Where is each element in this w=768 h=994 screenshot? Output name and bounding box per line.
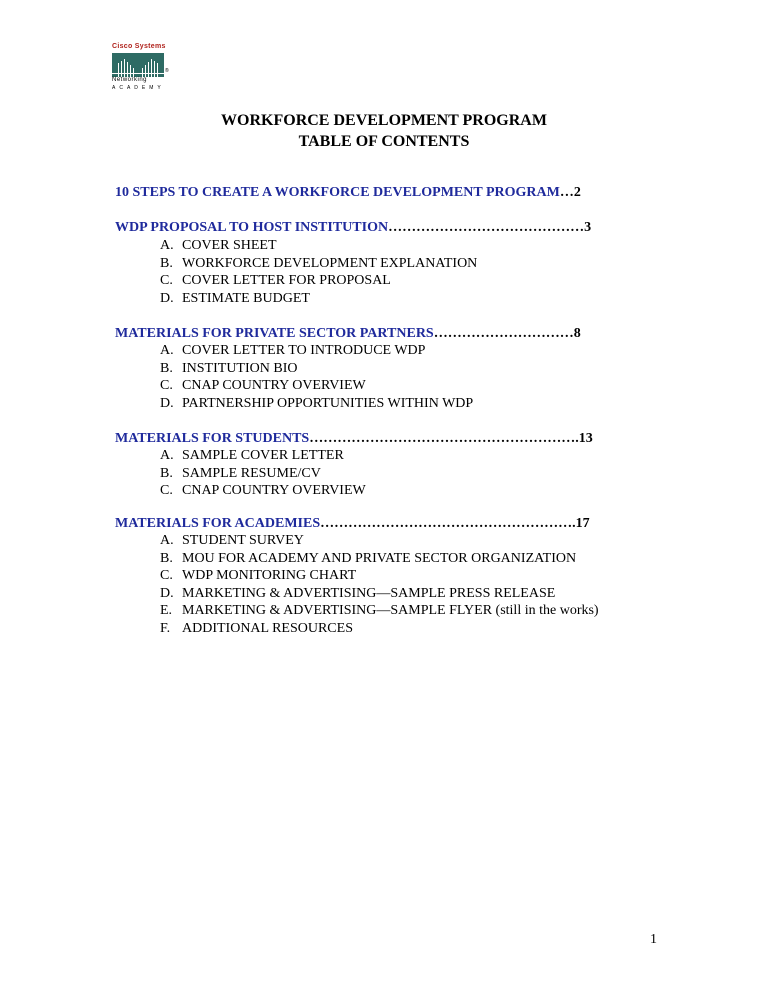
toc-item-letter: D. [160, 396, 174, 411]
toc-item-text: SAMPLE COVER LETTER [182, 448, 344, 463]
toc-item-letter: D. [160, 586, 174, 601]
toc-section [115, 185, 581, 201]
toc-item-letter: C. [160, 378, 173, 393]
toc-page-number: 8 [573, 326, 581, 341]
toc-leader-dots: …………………………………………………. [309, 431, 579, 446]
toc-item [160, 621, 353, 637]
toc-section-title: 10 STEPS TO CREATE A WORKFORCE DEVELOPMENT PROGRAM [115, 185, 560, 200]
toc-item-text: MARKETING & ADVERTISING—SAMPLE FLYER (still in the works) [182, 603, 599, 618]
toc-item-letter: A. [160, 238, 174, 253]
document-subtitle: TABLE OF CONTENTS [298, 133, 470, 150]
toc-item [160, 273, 391, 289]
toc-item-text: COVER SHEET [182, 238, 277, 253]
document-title: WORKFORCE DEVELOPMENT PROGRAM [221, 112, 547, 129]
toc-item [160, 603, 599, 619]
toc-item [160, 568, 356, 584]
toc-item [160, 378, 366, 394]
toc-section [115, 516, 590, 532]
toc-item-text: CNAP COUNTRY OVERVIEW [182, 483, 366, 498]
toc-item-text: ADDITIONAL RESOURCES [182, 621, 353, 636]
toc-item [160, 483, 366, 499]
toc-item-text: WORKFORCE DEVELOPMENT EXPLANATION [182, 256, 478, 271]
toc-page-number: 13 [578, 431, 593, 446]
toc-item-text: MARKETING & ADVERTISING—SAMPLE PRESS RELEASE [182, 586, 556, 601]
toc-item [160, 361, 297, 377]
toc-item-text: CNAP COUNTRY OVERVIEW [182, 378, 366, 393]
bridge-logo-icon [112, 53, 164, 77]
toc-item-text: SAMPLE RESUME/CV [182, 466, 321, 481]
toc-leader-dots: ……………………………………………… [320, 516, 573, 531]
toc-item-text: MOU FOR ACADEMY AND PRIVATE SECTOR ORGANIZATION [182, 551, 577, 566]
cisco-networking-academy-logo [110, 43, 172, 93]
toc-section [115, 220, 591, 236]
toc-item-letter: F. [160, 621, 171, 636]
toc-item [160, 533, 304, 549]
toc-item-letter: D. [160, 291, 174, 306]
toc-section [115, 326, 581, 342]
toc-item-text: COVER LETTER FOR PROPOSAL [182, 273, 391, 288]
toc-item [160, 396, 473, 412]
toc-item-text: PARTNERSHIP OPPORTUNITIES WITHIN WDP [182, 396, 474, 411]
toc-item-text: WDP MONITORING CHART [182, 568, 357, 583]
toc-item-letter: B. [160, 361, 173, 376]
toc-page-number: .17 [572, 516, 590, 531]
toc-item-text: ESTIMATE BUDGET [182, 291, 310, 306]
logo-brand: Cisco Systems [112, 43, 166, 50]
toc-page-number: 3 [584, 220, 592, 235]
page-number: 1 [650, 932, 657, 947]
logo-line-networking: Networking [112, 77, 148, 83]
toc-leader-dots: … [559, 185, 574, 200]
toc-item-text: INSTITUTION BIO [182, 361, 298, 376]
toc-leader-dots: ………………………… [433, 326, 574, 341]
toc-item [160, 256, 477, 272]
toc-item-letter: B. [160, 466, 173, 481]
toc-item [160, 291, 310, 307]
toc-item-letter: A. [160, 533, 174, 548]
toc-leader-dots: …………………………………… [388, 220, 585, 235]
toc-section [115, 431, 593, 447]
toc-page-number: 2 [573, 185, 581, 200]
toc-section-title: MATERIALS FOR PRIVATE SECTOR PARTNERS [115, 326, 434, 341]
toc-section-title: MATERIALS FOR ACADEMIES [115, 516, 321, 531]
toc-item-text: STUDENT SURVEY [182, 533, 304, 548]
toc-item-letter: B. [160, 551, 173, 566]
toc-section-title: WDP PROPOSAL TO HOST INSTITUTION [115, 220, 389, 235]
toc-item-letter: A. [160, 448, 174, 463]
toc-item [160, 238, 277, 254]
toc-item [160, 586, 555, 602]
toc-item-letter: C. [160, 568, 173, 583]
toc-item-letter: B. [160, 256, 173, 271]
toc-item [160, 343, 425, 359]
toc-section-title: MATERIALS FOR STUDENTS [115, 431, 310, 446]
toc-item-letter: E. [160, 603, 173, 618]
toc-item-letter: C. [160, 273, 173, 288]
toc-item [160, 448, 344, 464]
toc-item-letter: A. [160, 343, 174, 358]
toc-item [160, 466, 321, 482]
registered-icon: ® [165, 68, 169, 74]
toc-item-text: COVER LETTER TO INTRODUCE WDP [182, 343, 426, 358]
logo-line-academy: ACADEMY [112, 85, 165, 91]
toc-item [160, 551, 576, 567]
toc-item-letter: C. [160, 483, 173, 498]
